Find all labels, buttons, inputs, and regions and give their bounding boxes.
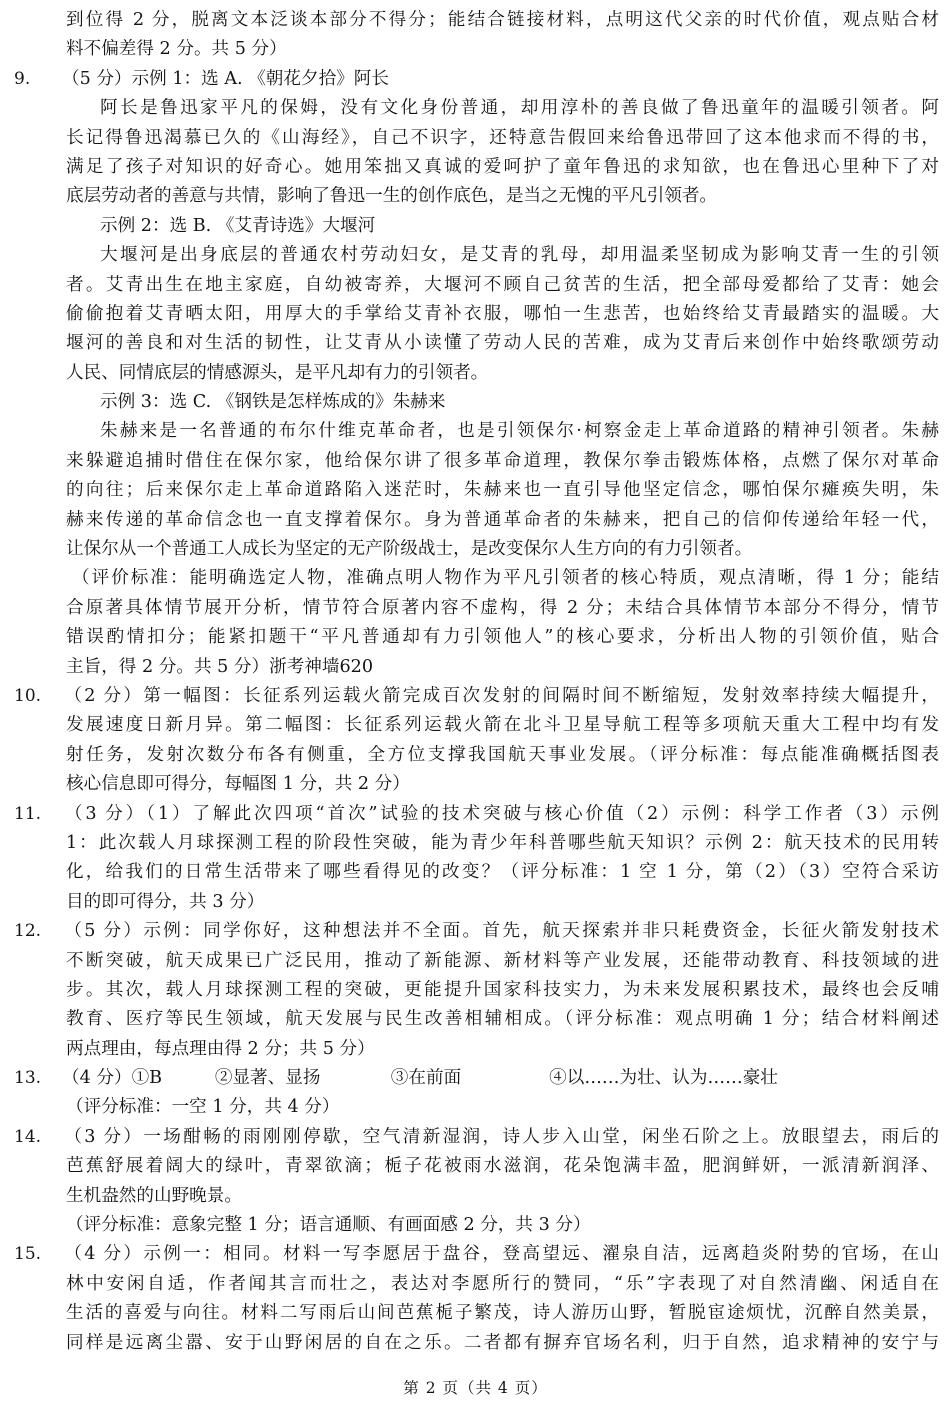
text-line <box>0 888 951 917</box>
text-line <box>0 506 951 535</box>
line-text: 料不偏差得 2 分。共 5 分） <box>66 39 287 60</box>
line-text: 朱赫来是一名普通的布尔什维克革命者，也是引领保尔·柯察金走上革命道路的精神引领者。朱赫 <box>100 421 939 442</box>
line-text: 偷偷抱着艾青晒太阳，用厚大的手掌给艾青补衣服，哪怕一生悲苦，也始终给艾青最踏实的温暖。大 <box>66 303 939 324</box>
question-line <box>0 1123 951 1152</box>
line-text: 不断突破，航天成果已广泛民用，推动了新能源、新材料等产业发展，还能带动教育、科技领域的进 <box>66 950 939 971</box>
question-number: 12. <box>14 921 42 942</box>
line-text: 让保尔从一个普通工人成长为坚定的无产阶级战士，是改变保尔人生方向的有力引领者。 <box>66 539 753 560</box>
text-line <box>0 476 951 505</box>
line-text: 者。艾青出生在地主家庭，自幼被寄养，大堰河不顾自己贫苦的生活，把全部母爱都给了艾青：她会 <box>66 274 939 295</box>
text-line <box>0 711 951 740</box>
text-line <box>0 388 951 417</box>
line-text: （3 分）（1）了解此次四项“首次”试验的技术突破与核心价值（2）示例：科学工作者（3）示例 <box>62 803 939 824</box>
line-text: 生活的喜爱与向往。材料二写雨后山间芭蕉栀子繁茂，诗人游历山野，暂脱宦途烦忧，沉醉自然美景， <box>66 1303 939 1324</box>
text-line <box>0 535 951 564</box>
text-line <box>0 858 951 887</box>
line-text: 长记得鲁迅渴慕已久的《山海经》，自己不识字，还特意告假回来给鲁迅带回了这本他求而不得的书， <box>66 127 939 148</box>
line-text: 赫来传递的革命信念也一直支撑着保尔。身为普通革命者的朱赫来，把自己的信仰传递给年轻一代， <box>66 509 939 530</box>
text-line <box>0 1093 951 1122</box>
text-line <box>0 1152 951 1181</box>
line-text: （2 分）第一幅图：长征系列运载火箭完成百次发射的间隔时间不断缩短，发射效率持续大幅提升， <box>62 685 939 706</box>
line-text: 满足了孩子对知识的好奇心。她用笨拙又真诚的爱呵护了童年鲁迅的求知欲，也在鲁迅心里种下了对 <box>66 156 939 177</box>
line-text: 大堰河是出身底层的普通农村劳动妇女，是艾青的乳母，却用温柔坚韧成为影响艾青一生的引领 <box>100 245 939 266</box>
text-line <box>0 976 951 1005</box>
text-line <box>0 653 951 682</box>
line-text: 示例 2：选 B. 《艾青诗选》大堰河 <box>100 215 376 236</box>
line-text: 合原著具体情节展开分析，情节符合原著内容不虚构，得 2 分；未结合具体情节本部分不得分，情节 <box>66 597 939 618</box>
line-text: （评分标准：意象完整 1 分；语言通顺、有画面感 2 分，共 3 分） <box>66 1215 591 1236</box>
line-text: 两点理由，每点理由得 2 分；共 5 分） <box>66 1038 375 1059</box>
question-line <box>0 917 951 946</box>
text-line <box>0 182 951 211</box>
question-number: 10. <box>14 685 42 706</box>
question-line <box>0 65 951 94</box>
question-number: 13. <box>14 1068 42 1089</box>
text-line <box>0 1211 951 1240</box>
text-line <box>0 417 951 446</box>
text-line <box>0 35 951 64</box>
text-line <box>0 271 951 300</box>
text-line <box>0 770 951 799</box>
text-line <box>0 594 951 623</box>
line-text: 步。其次，载人月球探测工程的突破，更能提升国家科技实力，为未来发展积累技术，最终也会反哺 <box>66 979 939 1000</box>
line-text: 芭蕉舒展着阔大的绿叶，青翠欲滴；栀子花被雨水滋润，花朵饱满丰盈，肥润鲜妍，一派清新润泽、 <box>66 1156 939 1177</box>
line-text: 的向往；后来保尔走上革命道路陷入迷茫时，朱赫来也一直引导他坚定信念，哪怕保尔瘫痪失明，朱 <box>66 480 939 501</box>
text-line <box>0 1005 951 1034</box>
text-line <box>0 241 951 270</box>
text-line <box>0 947 951 976</box>
line-text: 同样是远离尘嚣、安于山野闲居的自在之乐。二者都有摒弃官场名利，归于自然，追求精神的安宁与 <box>66 1332 939 1353</box>
text-line <box>0 1182 951 1211</box>
line-text: 目的即可得分，共 3 分） <box>66 891 265 912</box>
line-text: （5 分）示例：同学你好，这种想法并不全面。首先，航天探索并非只耗费资金，长征火箭发射技术 <box>62 921 939 942</box>
question-number: 9. <box>14 68 31 89</box>
line-text: 生机盎然的山野晚景。 <box>66 1185 242 1206</box>
line-text: 发展速度日新月异。第二幅图：长征系列运载火箭在北斗卫星导航工程等多项航天重大工程中均有发 <box>66 715 939 736</box>
text-line <box>0 1329 951 1358</box>
answer-text-body <box>0 6 951 1358</box>
line-text: （3 分）一场酣畅的雨刚刚停歇，空气清新湿润，诗人步入山堂，闲坐石阶之上。放眼望去，雨后的 <box>62 1126 939 1147</box>
text-line <box>0 1299 951 1328</box>
text-line <box>0 329 951 358</box>
text-line <box>0 1270 951 1299</box>
question-number: 15. <box>14 1244 42 1265</box>
line-text: （4 分）示例一：相同。材料一写李愿居于盘谷，登高望远、濯泉自洁，远离趋炎附势的官场，在山 <box>62 1244 939 1265</box>
question-line <box>0 682 951 711</box>
line-text: 堰河的善良和对生活的韧性，让艾青从小读懂了劳动人民的苦难，成为艾青后来创作中始终歌颂劳动 <box>66 333 939 354</box>
text-line <box>0 6 951 35</box>
text-line <box>0 1035 951 1064</box>
text-line <box>0 447 951 476</box>
line-text: （4 分）①B ②显著、显扬 ③在前面 ④以……为壮、认为……豪壮 <box>62 1068 778 1089</box>
line-text: 到位得 2 分，脱离文本泛谈本部分不得分；能结合链接材料，点明这代父亲的时代价值，观点贴合材 <box>66 10 939 30</box>
line-text: 化，给我们的日常生活带来了哪些看得见的改变？（评分标准：1 空 1 分，第（2）（3）空符合采访 <box>66 862 939 883</box>
line-text: （5 分）示例 1：选 A. 《朝花夕拾》阿长 <box>62 68 389 89</box>
line-text: 射任务，发射次数分布各有侧重，全方位支撑我国航天事业发展。（评分标准：每点能准确概括图表 <box>66 744 939 765</box>
text-line <box>0 153 951 182</box>
question-number: 14. <box>14 1126 42 1147</box>
line-text: （评分标准：一空 1 分，共 4 分） <box>66 1097 340 1118</box>
line-text: 1：此次载人月球探测工程的阶段性突破，能为青少年科普哪些航天知识？示例 2：航天技术的民用转 <box>66 832 939 853</box>
line-text: 人民、同情底层的情感源头，是平凡却有力的引领者。 <box>66 362 489 383</box>
text-line <box>0 564 951 593</box>
line-text: 核心信息即可得分，每幅图 1 分，共 2 分） <box>66 774 410 795</box>
line-text: 林中安闲自适，作者闻其言而壮之，表达对李愿所行的赞同，“乐”字表现了对自然清幽、闲适自在 <box>66 1273 939 1294</box>
text-line <box>0 94 951 123</box>
line-text: 示例 3：选 C. 《钢铁是怎样炼成的》朱赫来 <box>100 392 446 413</box>
page-footer: 第 2 页（共 4 页） <box>403 1379 548 1397</box>
text-line <box>0 623 951 652</box>
text-line <box>0 829 951 858</box>
line-text: （评价标准：能明确选定人物，准确点明人物作为平凡引领者的核心特质，观点清晰，得 1 分；能结 <box>72 568 939 589</box>
line-text: 教育、医疗等民生领域，航天发展与民生改善相辅相成。（评分标准：观点明确 1 分；结合材料阐述 <box>66 1009 939 1030</box>
question-number: 11. <box>14 803 42 824</box>
text-line <box>0 300 951 329</box>
line-text: 主旨，得 2 分。共 5 分）浙考神墙620 <box>66 656 374 677</box>
text-line <box>0 124 951 153</box>
text-line <box>0 212 951 241</box>
question-line <box>0 1240 951 1269</box>
question-line <box>0 800 951 829</box>
text-line <box>0 741 951 770</box>
line-text: 错误酌情扣分；能紧扣题干“平凡普通却有力引领他人”的核心要求，分析出人物的引领价值，贴合 <box>66 627 939 648</box>
line-text: 来躲避追捕时借住在保尔家，他给保尔讲了很多革命道理，教保尔拳击锻炼体格，点燃了保尔对革命 <box>66 450 939 471</box>
question-line <box>0 1064 951 1093</box>
line-text: 底层劳动者的善意与共情，影响了鲁迅一生的创作底色，是当之无愧的平凡引领者。 <box>66 186 717 207</box>
line-text: 阿长是鲁迅家平凡的保姆，没有文化身份普通，却用淳朴的善良做了鲁迅童年的温暖引领者。阿 <box>100 98 939 119</box>
text-line <box>0 359 951 388</box>
